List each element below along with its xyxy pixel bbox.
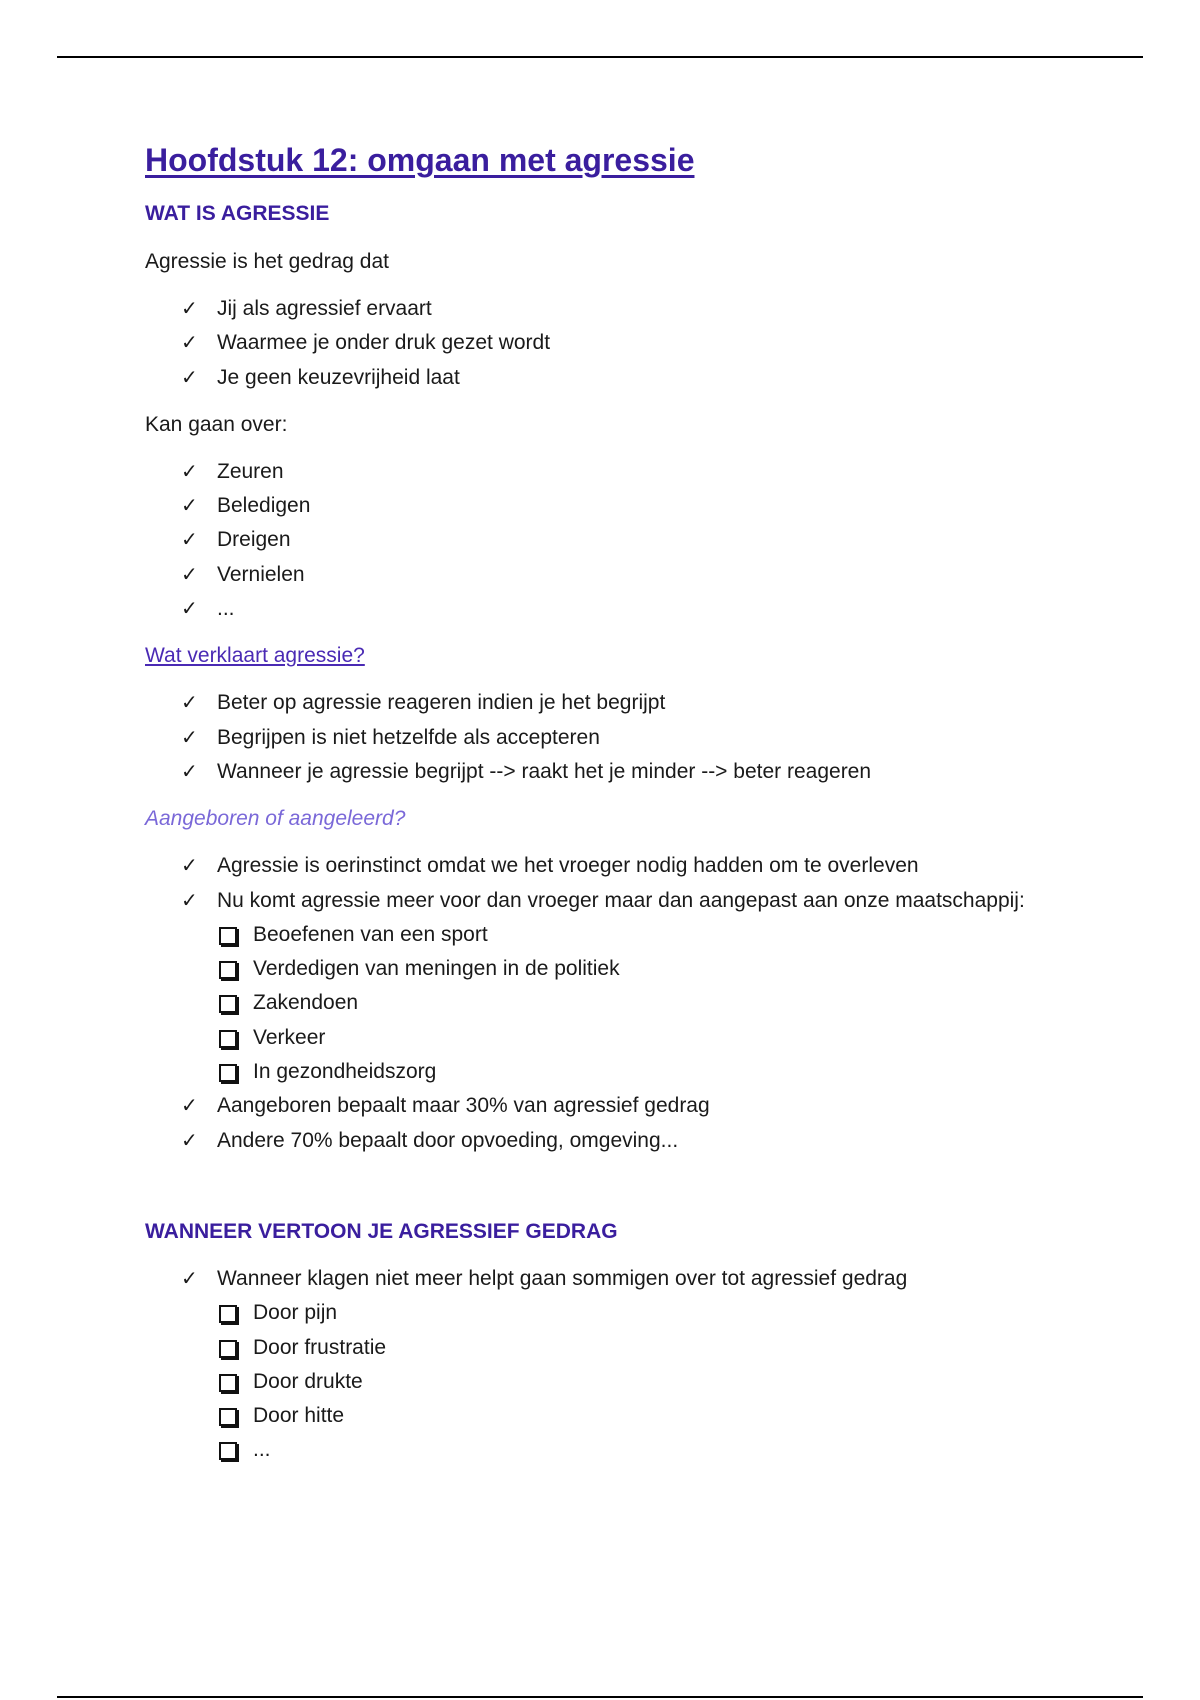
checkmark-icon: ✓ <box>181 366 198 389</box>
checkmark-icon: ✓ <box>181 855 198 878</box>
checkmark-icon: ✓ <box>181 889 198 912</box>
checkbox-bullet-icon <box>219 1305 237 1323</box>
checkmark-icon: ✓ <box>181 1267 198 1290</box>
list-item: ✓ Beledigen <box>181 489 1105 523</box>
checkmark-icon: ✓ <box>181 726 198 749</box>
kan-gaan-over-label: Kan gaan over: <box>145 412 288 436</box>
sublist-item: Verdedigen van meningen in de politiek <box>217 952 1105 986</box>
checkmark-icon: ✓ <box>181 332 198 355</box>
heading-wat-verklaart-agressie[interactable]: Wat verklaart agressie? <box>145 644 365 668</box>
checkbox-bullet-icon <box>219 1374 237 1392</box>
list-item: ✓ Andere 70% bepaalt door opvoeding, omgeving... <box>181 1124 1105 1158</box>
checkmark-icon: ✓ <box>181 460 198 483</box>
sublist-item: Zakendoen <box>217 986 1105 1020</box>
society-sublist <box>217 918 1105 1089</box>
checkbox-bullet-icon <box>219 1340 237 1358</box>
sublist-item: Door drukte <box>217 1365 1105 1399</box>
explanation-list <box>181 686 1105 789</box>
list-item: ✓ Aangeboren bepaalt maar 30% van agressief gedrag <box>181 1089 1105 1123</box>
list-item: ✓ Waarmee je onder druk gezet wordt <box>181 326 1105 360</box>
checkmark-icon: ✓ <box>181 598 198 621</box>
checkmark-icon: ✓ <box>181 563 198 586</box>
intro-paragraph: Agressie is het gedrag dat <box>145 250 389 273</box>
checkmark-icon: ✓ <box>181 495 198 518</box>
sublist-item: Door hitte <box>217 1399 1105 1433</box>
list-item: ✓ Vernielen <box>181 558 1105 592</box>
checkbox-bullet-icon <box>219 961 237 979</box>
checkbox-bullet-icon <box>219 1442 237 1460</box>
examples-list <box>181 455 1105 626</box>
list-item: ✓ Dreigen <box>181 523 1105 557</box>
document-body <box>145 140 1105 1468</box>
list-item: ✓ Zeuren <box>181 455 1105 489</box>
checkmark-icon: ✓ <box>181 298 198 320</box>
sublist-item: In gezondheidszorg <box>217 1055 1105 1089</box>
triggers-sublist <box>217 1296 1105 1467</box>
list-item: ✓ Begrijpen is niet hetzelfde als accepteren <box>181 721 1105 755</box>
heading-aangeboren-of-aangeleerd: Aangeboren of aangeleerd? <box>145 807 406 831</box>
checkbox-bullet-icon <box>219 927 237 945</box>
definition-list <box>181 292 1105 395</box>
list-item: ✓ Wanneer je agressie begrijpt --> raakt het je minder --> beter reageren <box>181 755 1105 789</box>
sublist-item: Beoefenen van een sport <box>217 918 1105 952</box>
checkbox-bullet-icon <box>219 1064 237 1082</box>
checkbox-bullet-icon <box>219 995 237 1013</box>
checkmark-icon: ✓ <box>181 529 198 552</box>
triggers-list <box>181 1262 1105 1468</box>
sublist-item: ... <box>217 1433 1105 1467</box>
checkbox-bullet-icon <box>219 1030 237 1048</box>
sublist-item: Verkeer <box>217 1021 1105 1055</box>
heading-wanneer-vertoon-je-agressief-gedrag: WANNEER VERTOON JE AGRESSIEF GEDRAG <box>145 1219 618 1243</box>
top-rule <box>57 56 1143 58</box>
sublist-item: Door pijn <box>217 1296 1105 1330</box>
sublist-item: Door frustratie <box>217 1331 1105 1365</box>
checkmark-icon: ✓ <box>181 1129 198 1152</box>
list-item: ✓ Je geen keuzevrijheid laat <box>181 361 1105 395</box>
page-title: Hoofdstuk 12: omgaan met agressie <box>145 142 695 178</box>
checkmark-icon: ✓ <box>181 760 198 783</box>
heading-wat-is-agressie: WAT IS AGRESSIE <box>145 202 330 225</box>
checkmark-icon: ✓ <box>181 692 198 715</box>
bottom-rule <box>57 1696 1143 1698</box>
list-item: ✓ Nu komt agressie meer voor dan vroeger maar dan aangepast aan onze maatschappij: Beoefenen van een sport Verdedigen van meningen in de politiek Zakendoen Verkeer In gezondheidszorg <box>181 884 1105 1090</box>
list-item: ✓ Agressie is oerinstinct omdat we het vroeger nodig hadden om te overleven <box>181 849 1105 883</box>
list-item: ✓ Wanneer klagen niet meer helpt gaan sommigen over tot agressief gedrag Door pijn Door frustratie Door drukte Door hitte ... <box>181 1262 1105 1468</box>
checkbox-bullet-icon <box>219 1408 237 1426</box>
list-item: ✓ Jij als agressief ervaart <box>181 292 1105 326</box>
origin-list <box>181 849 1105 1158</box>
list-item: ✓ ... <box>181 592 1105 626</box>
list-item: ✓ Beter op agressie reageren indien je het begrijpt <box>181 686 1105 720</box>
checkmark-icon: ✓ <box>181 1095 198 1118</box>
